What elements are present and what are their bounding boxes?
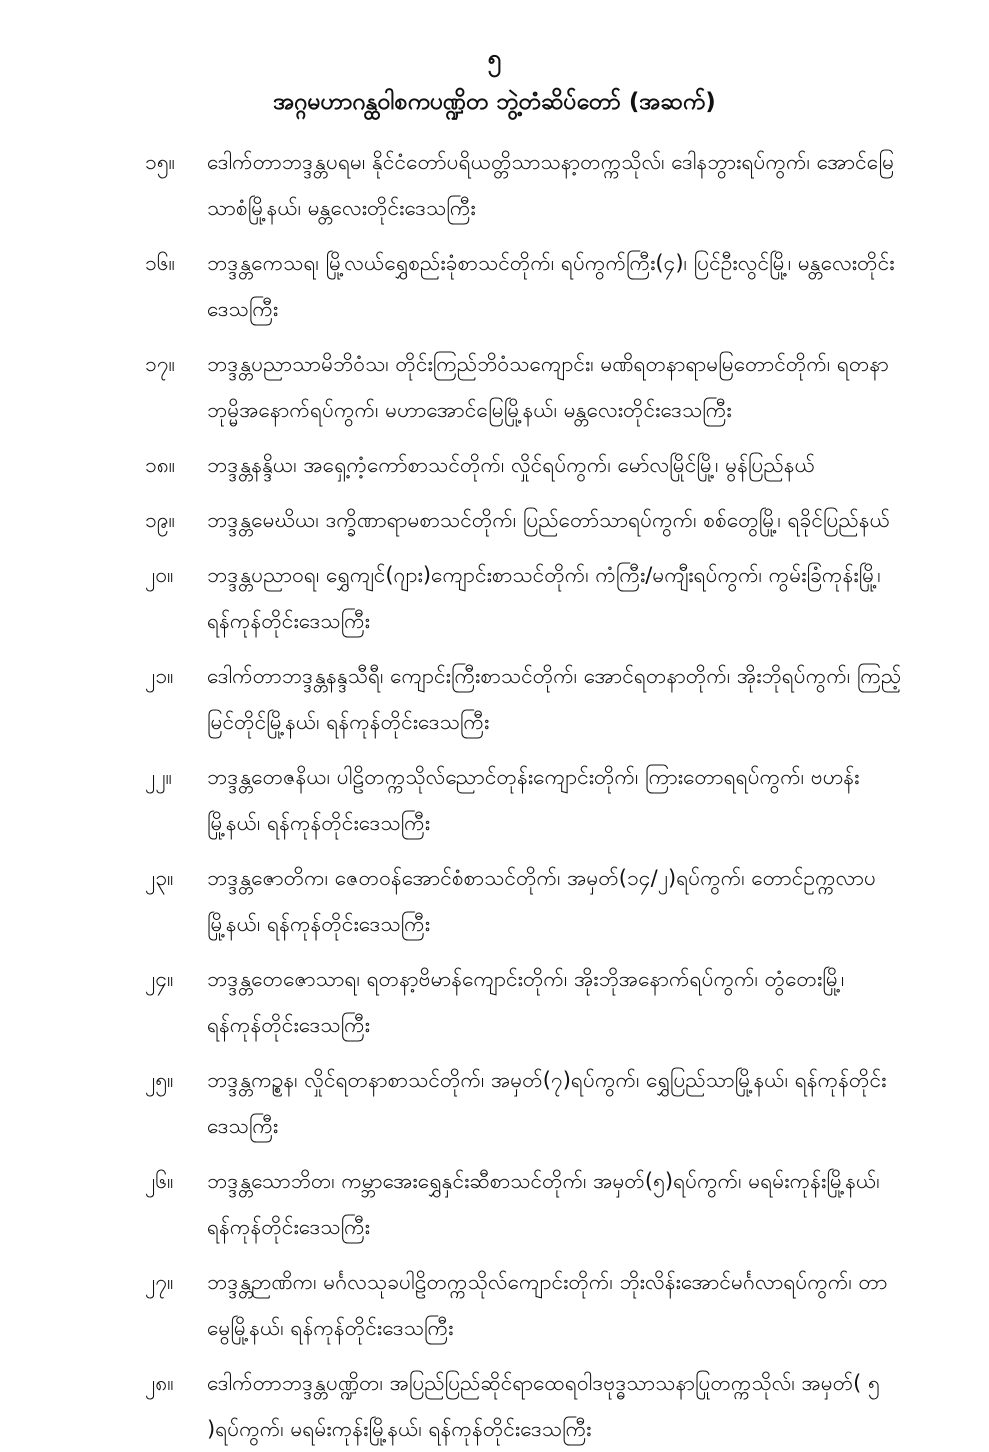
item-text: ဘဒ္ဒန္တကေသရ၊ မြို့လယ်ရွှေစည်းခုံစာသင်တိုက်၊ ရပ်ကွက်ကြီး(၄)၊ ပြင်ဦးလွင်မြို့၊ မန္တလေးတိုင်းဒေသကြီး bbox=[207, 250, 895, 321]
item-text: ဒေါက်တာဘဒ္ဒန္တပဏ္ဍိတ၊ အပြည်ပြည်ဆိုင်ရာထေရဝါဒဗုဒ္ဓသာသနာပြုတက္ကသိုလ်၊ အမှတ်( ၅ )ရပ်ကွက်၊ မရမ်းကုန်းမြို့နယ်၊ ရန်ကုန်တိုင်းဒေသကြီး bbox=[207, 1370, 880, 1441]
item-text: ဘဒ္ဒန္တနန္ဒိယ၊ အရှေ့ကံ့ကော်စာသင်တိုက်၊ လှိုင်ရပ်ကွက်၊ မော်လမြိုင်မြို့၊ မွန်ပြည်နယ် bbox=[207, 452, 816, 477]
award-list-item bbox=[145, 1158, 905, 1250]
award-list-item bbox=[145, 653, 905, 745]
item-number: ၂၃။ bbox=[145, 865, 174, 890]
award-list-item bbox=[145, 956, 905, 1048]
item-text: ဘဒ္ဒန္တပညာသာမိဘိဝံသ၊ တိုင်းကြည်ဘိဝံသကျောင်း၊ မဏိရတနာရာမမြတောင်တိုက်၊ ရတနာဘုမ္မိအနောက်ရပ်ကွက်၊ မဟာအောင်မြေမြို့နယ်၊ မန္တလေးတိုင်းဒေသကြီး bbox=[207, 351, 889, 422]
award-list-item bbox=[145, 442, 905, 488]
item-number: ၂၆။ bbox=[145, 1168, 174, 1193]
award-list-item bbox=[145, 1360, 905, 1452]
award-list-item bbox=[145, 240, 905, 332]
item-number: ၂၅။ bbox=[145, 1067, 174, 1092]
item-text: ဘဒ္ဒန္တဇောတိက၊ ဇေတဝန်အောင်စံစာသင်တိုက်၊ အမှတ်(၁၄/၂)ရပ်ကွက်၊ တောင်ဥက္ကလာပမြို့နယ်၊ ရန်ကုန်တိုင်းဒေသကြီး bbox=[207, 865, 876, 936]
item-number: ၂၄။ bbox=[145, 966, 174, 991]
award-list-item bbox=[145, 1259, 905, 1351]
award-list-item bbox=[145, 1057, 905, 1149]
page-number: ၅ bbox=[487, 44, 502, 72]
award-list bbox=[145, 139, 905, 1452]
item-number: ၂၂။ bbox=[145, 764, 172, 789]
item-number: ၂၁။ bbox=[145, 663, 174, 688]
item-text: ဘဒ္ဒန္တတေဇနိယ၊ ပါဠိတက္ကသိုလ်ညောင်တုန်းကျောင်းတိုက်၊ ကြားတောရရပ်ကွက်၊ ဗဟန်းမြို့နယ်၊ ရန်ကုန်တိုင်းဒေသကြီး bbox=[207, 764, 860, 835]
item-number: ၁၇။ bbox=[145, 351, 175, 376]
item-text: ဘဒ္ဒန္တဉာဏိက၊ မင်္ဂလသုခပါဠိတက္ကသိုလ်ကျောင်းတိုက်၊ ဘိုးလိန်းအောင်မင်္ဂလာရပ်ကွက်၊ တာမွေမြို့နယ်၊ ရန်ကုန်တိုင်းဒေသကြီး bbox=[207, 1269, 888, 1340]
item-text: ဒေါက်တာဘဒ္ဒန္တနန္ဒသီရီ၊ ကျောင်းကြီးစာသင်တိုက်၊ အောင်ရတနာတိုက်၊ အိုးဘိုရပ်ကွက်၊ ကြည့်မြင်တိုင်မြို့နယ်၊ ရန်ကုန်တိုင်းဒေသကြီး bbox=[207, 663, 902, 734]
award-list-item bbox=[145, 497, 905, 543]
item-number: ၂၈။ bbox=[145, 1370, 174, 1395]
item-text: ဘဒ္ဒန္တပညာဝရ၊ ရွှေကျင်(ဂျား)ကျောင်းစာသင်တိုက်၊ ကံကြီး/မကျီးရပ်ကွက်၊ ကွမ်းခြံကုန်းမြို့၊ ရန်ကုန်တိုင်းဒေသကြီး bbox=[207, 562, 881, 633]
award-list-item bbox=[145, 855, 905, 947]
item-text: ဘဒ္ဒန္တသောဘိတ၊ ကမ္ဘာအေးရွှေနှင်းဆီစာသင်တိုက်၊ အမှတ်(၅)ရပ်ကွက်၊ မရမ်းကုန်းမြို့နယ်၊ ရန်ကုန်တိုင်းဒေသကြီး bbox=[207, 1168, 880, 1239]
item-text: ဘဒ္ဒန္တတေဇောသာရ၊ ရတနာ့ဗိမာန်ကျောင်းတိုက်၊ အိုးဘိုအနောက်ရပ်ကွက်၊ တွံတေးမြို့၊ ရန်ကုန်တိုင်းဒေသကြီး bbox=[207, 966, 845, 1037]
item-text: ဒေါက်တာဘဒ္ဒန္တပရမ၊ နိုင်ငံတော်ပရိယတ္တိသာသနာ့တက္ကသိုလ်၊ ဒေါနဘွားရပ်ကွက်၊ အောင်မြေသာစံမြို့နယ်၊ မန္တလေးတိုင်းဒေသကြီး bbox=[207, 149, 895, 220]
item-number: ၁၈။ bbox=[145, 452, 176, 477]
item-number: ၂၇။ bbox=[145, 1269, 174, 1294]
item-number: ၁၅။ bbox=[145, 149, 175, 174]
item-text: ဘဒ္ဒန္တကဉ္စန၊ လှိုင်ရတနာစာသင်တိုက်၊ အမှတ်(၇)ရပ်ကွက်၊ ရွှေပြည်သာမြို့နယ်၊ ရန်ကုန်တိုင်းဒေသကြီး bbox=[207, 1067, 887, 1138]
document-title: အဂ္ဂမဟာဂန္ထဝါစကပဏ္ဍိတ ဘွဲ့တံဆိပ်တော် (အဆက်) bbox=[273, 89, 716, 115]
item-number: ၂၀။ bbox=[145, 562, 174, 587]
award-list-item bbox=[145, 754, 905, 846]
item-number: ၁၉။ bbox=[145, 507, 175, 532]
award-list-item bbox=[145, 139, 905, 231]
item-number: ၁၆။ bbox=[145, 250, 175, 275]
item-text: ဘဒ္ဒန္တမေဃိယ၊ ဒက္ခိဏာရာမစာသင်တိုက်၊ ပြည်တော်သာရပ်ကွက်၊ စစ်တွေမြို့၊ ရခိုင်ပြည်နယ် bbox=[207, 507, 891, 532]
award-list-item bbox=[145, 552, 905, 644]
award-list-item bbox=[145, 341, 905, 433]
